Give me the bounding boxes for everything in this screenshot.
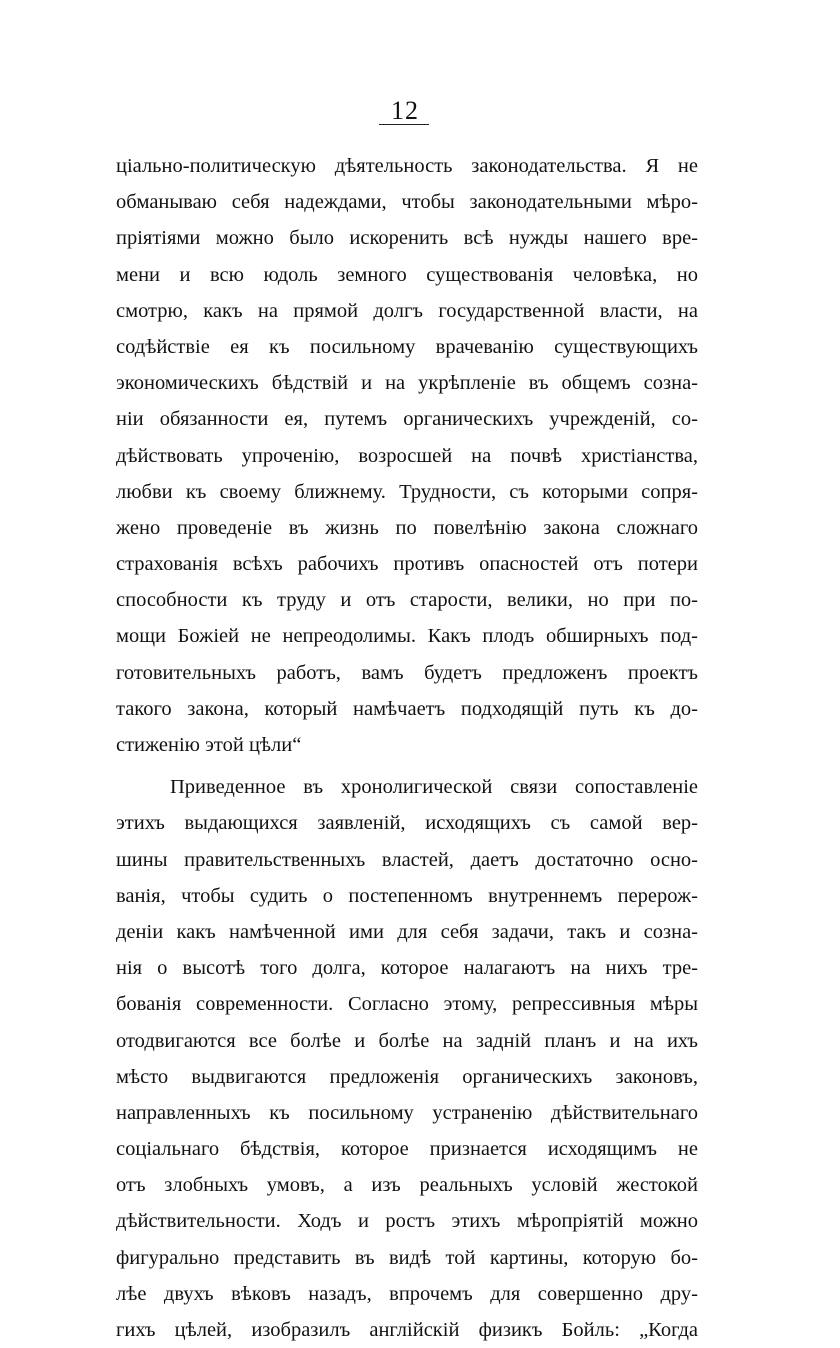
text-line: бованія современности. Согласно этому, репрессивныя мѣры	[116, 993, 698, 1016]
text-line: любви къ своему ближнему. Трудности, съ которыми сопря-	[116, 480, 698, 503]
text-line: мѣсто выдвигаются предложенія органическихъ законовъ,	[116, 1065, 698, 1088]
text-line: способности къ труду и отъ старости, велики, но при по-	[116, 589, 698, 612]
text-line: нія о высотѣ того долга, которое налагаютъ на нихъ тре-	[116, 957, 698, 980]
text-line: страхованія всѣхъ рабочихъ противъ опасностей отъ потери	[116, 553, 698, 576]
text-line: такого закона, который намѣчаетъ подходящій путь къ до-	[116, 697, 698, 720]
text-line: этихъ выдающихся заявленій, исходящихъ съ самой вер-	[116, 812, 698, 835]
text-line: направленныхъ къ посильному устраненію дѣйствительнаго	[116, 1101, 698, 1124]
text-line: гихъ цѣлей, изобразилъ англійскій физикъ Бойль: „Когда	[116, 1319, 698, 1341]
text-line: фигурально представить въ видѣ той картины, которую бо-	[116, 1246, 698, 1269]
text-line: обманываю себя надеждами, чтобы законодательными мѣро-	[116, 191, 698, 214]
text-line: деніи какъ намѣченной ими для себя задачи, такъ и созна-	[116, 920, 698, 943]
paragraph-1	[116, 148, 698, 763]
text-line: экономическихъ бѣдствій и на укрѣпленіе въ общемъ созна-	[116, 372, 698, 395]
text-line: шины правительственныхъ властей, даетъ достаточно осно-	[116, 848, 698, 871]
text-line: отодвигаются все болѣе и болѣе на задній планъ и на ихъ	[116, 1029, 698, 1052]
body-text	[116, 148, 698, 1348]
paragraph-2	[116, 769, 698, 1348]
text-line: готовительныхъ работъ, вамъ будетъ предложенъ проектъ	[116, 661, 698, 684]
text-line: смотрю, какъ на прямой долгъ государственной власти, на	[116, 299, 698, 322]
text-line: ніи обязанности ея, путемъ органическихъ учрежденій, со-	[116, 408, 698, 431]
page-number-rule	[379, 124, 429, 125]
text-line: содѣйствіе ея къ посильному врачеванію существующихъ	[116, 335, 698, 358]
page-number: 12	[391, 96, 419, 125]
text-line: мени и всю юдоль земного существованія человѣка, но	[116, 263, 698, 286]
text-line: отъ злобныхъ умовъ, а изъ реальныхъ условій жестокой	[116, 1174, 698, 1197]
text-line: дѣйствовать упроченію, возросшей на почвѣ христіанства,	[116, 444, 698, 467]
text-line: дѣйствительности. Ходъ и ростъ этихъ мѣропріятій можно	[116, 1210, 698, 1233]
text-line: стиженію этой цѣли“	[116, 734, 302, 756]
text-line: мощи Божіей не непреодолимы. Какъ плодъ обширныхъ под-	[116, 625, 698, 648]
text-line: ванія, чтобы судить о постепенномъ внутреннемъ перерож-	[116, 884, 698, 907]
text-line: ціально-политическую дѣятельность законодательства. Я не	[116, 155, 698, 177]
text-line: жено проведеніе въ жизнь по повелѣнію закона сложнаго	[116, 516, 698, 539]
text-line: Приведенное въ хронолигической связи сопоставленіе	[170, 776, 698, 799]
text-line: соціальнаго бѣдствія, которое признается исходящимъ не	[116, 1138, 698, 1161]
text-line: пріятіями можно было искоренить всѣ нужды нашего вре-	[116, 227, 698, 250]
text-line: лѣе двухъ вѣковъ назадъ, впрочемъ для совершенно дру-	[116, 1282, 698, 1305]
